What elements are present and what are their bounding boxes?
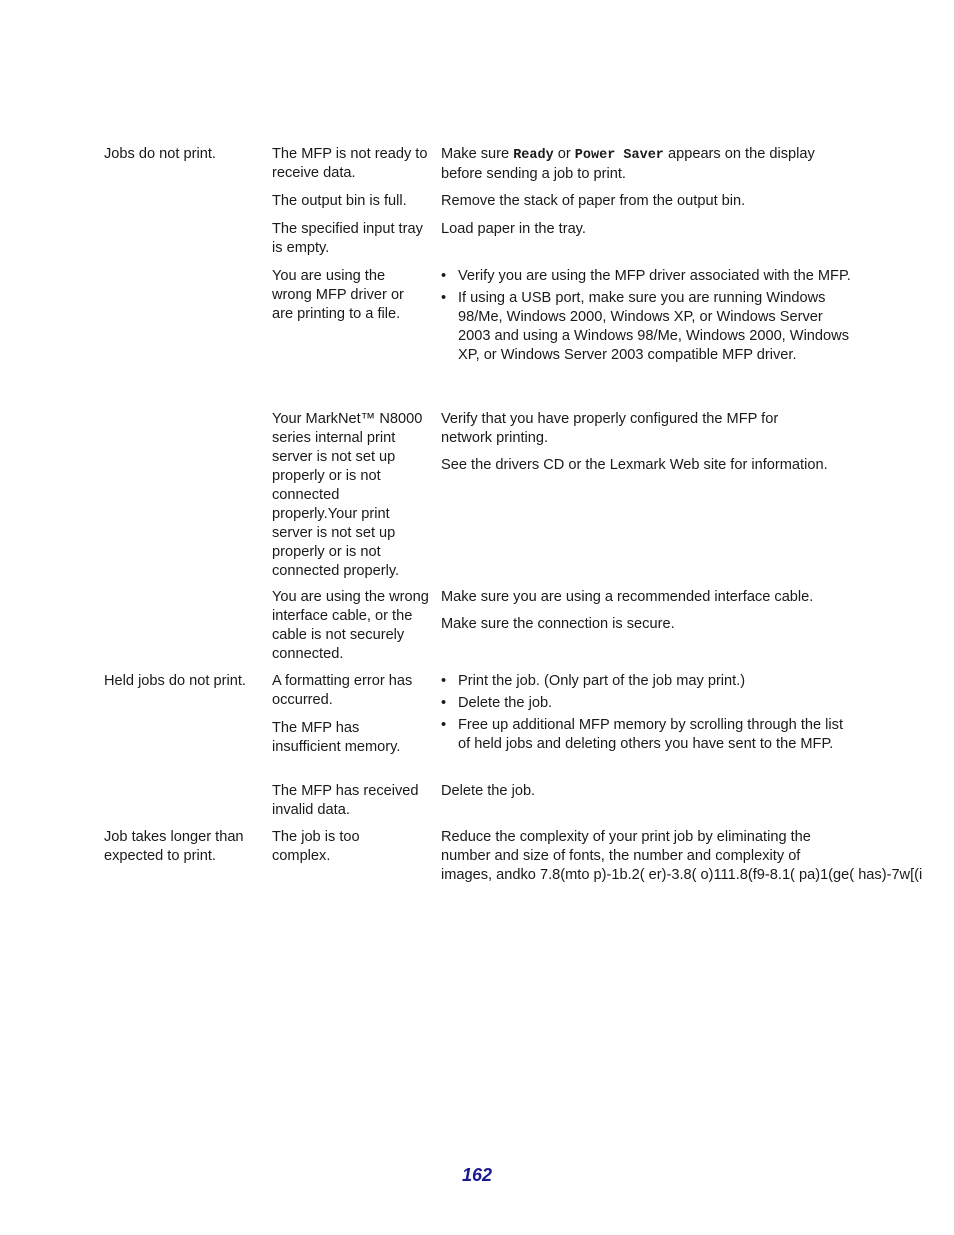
solution-usb-port: • If using a USB port, make sure you are running Windows 98/Me, Windows 2000, Windows XP, or Windows Server 2003 and using a Windows 98/Me, Windows 2000, Windows XP, or Windows Server 2003 compatible MFP driver. — [441, 289, 851, 365]
solution-driver-list — [441, 267, 851, 368]
cause-wrong-cable: You are using the wrong interface cable, or the cable is not securely connected. — [272, 589, 429, 662]
solution-line-1: Reduce the complexity of your print job by eliminating the — [441, 829, 811, 845]
cause-input-tray-empty: The specified input tray is empty. — [272, 221, 423, 256]
cause-invalid-data: The MFP has received invalid data. — [272, 783, 419, 818]
solution-remove-stack: Remove the stack of paper from the output bin. — [441, 193, 746, 209]
code-ready: Ready — [513, 148, 554, 163]
problem-job-takes-longer: Job takes longer than expected to print. — [104, 829, 244, 864]
cause-mfp-not-ready: The MFP is not ready to receive data. — [272, 146, 428, 181]
solution-configure-network: Verify that you have properly configured the MFP for network printing. — [441, 411, 779, 446]
solution-connection-secure: Make sure the connection is secure. — [441, 616, 675, 632]
solution-reduce-complexity — [441, 828, 946, 885]
problem-jobs-do-not-print: Jobs do not print. — [104, 146, 216, 162]
cause-output-bin-full: The output bin is full. — [272, 193, 407, 209]
page-number: 162 — [461, 1165, 493, 1185]
solution-see-drivers-cd: See the drivers CD or the Lexmark Web site for information. — [441, 457, 828, 473]
solution-delete-invalid: Delete the job. — [441, 783, 536, 799]
cause-formatting-error: A formatting error has occurred. — [272, 673, 413, 708]
code-power-saver: Power Saver — [574, 148, 664, 163]
solution-held-jobs-list — [441, 672, 851, 757]
solution-print-job: • Print the job. (Only part of the job may print.) — [441, 672, 851, 691]
cause-insufficient-memory: The MFP has insufficient memory. — [272, 720, 401, 755]
solution-line-2: number and size of fonts, the number and complexity of — [441, 848, 801, 864]
solution-line-3: images, andko 7.8(mto p)-1b.2( er)-3.8( o)111.8(f9-8.1( pa)1(ge( has)-7w[(i — [441, 867, 923, 883]
cause-wrong-driver: You are using the wrong MFP driver or are printing to a file. — [272, 268, 404, 322]
solution-recommended-cable: Make sure you are using a recommended interface cable. — [441, 589, 814, 605]
cause-print-server: Your MarkNet™ N8000 series internal print server is not set up properly or is not connected properly.Your print server is not set up properly or is not connected properly. — [272, 411, 423, 579]
solution-delete-job: • Delete the job. — [441, 694, 851, 713]
problem-held-jobs: Held jobs do not print. — [104, 673, 246, 689]
solution-make-sure-ready: Make sure Ready or Power Saver appears on the display before sending a job to print. — [441, 146, 815, 182]
solution-verify-driver: • Verify you are using the MFP driver associated with the MFP. — [441, 267, 851, 286]
solution-free-memory: • Free up additional MFP memory by scrolling through the list of held jobs and deleting others you have sent to the MFP. — [441, 716, 851, 754]
solution-load-paper: Load paper in the tray. — [441, 221, 586, 237]
cause-job-too-complex: The job is too complex. — [272, 829, 360, 864]
